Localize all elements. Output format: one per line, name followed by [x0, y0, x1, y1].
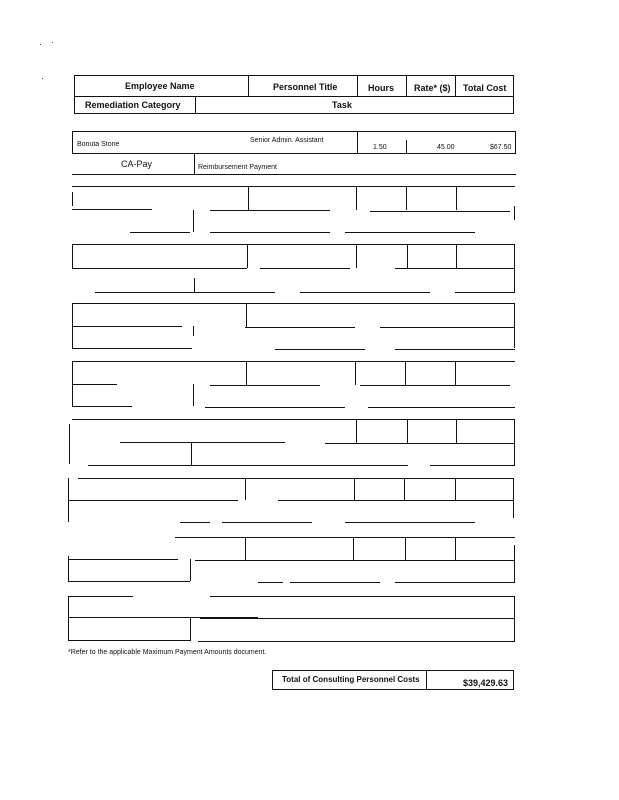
- personnel-title-cell: Senior Admin. Assistant: [250, 137, 324, 144]
- scan-speck: [52, 42, 53, 43]
- employee-name-cell: Bonuta Stone: [77, 141, 120, 148]
- personnel-title-header: Personnel Title: [273, 82, 338, 92]
- scan-speck: [42, 78, 43, 79]
- rate-cell: 45.00: [437, 144, 455, 151]
- totals-value: $39,429.63: [463, 678, 509, 688]
- totals-label: Total of Consulting Personnel Costs: [282, 675, 420, 684]
- total-cost-cell: $67.50: [490, 144, 512, 151]
- hours-header: Hours: [368, 83, 395, 93]
- scan-speck: [40, 44, 41, 45]
- task-cell: Reimbursement Payment: [198, 164, 277, 171]
- employee-name-header: Employee Name: [125, 81, 195, 91]
- remediation-category-header: Remediation Category: [85, 100, 181, 110]
- total-cost-header: Total Cost: [463, 83, 507, 93]
- rate-header: Rate* ($): [414, 83, 451, 93]
- hours-cell: 1.50: [373, 144, 387, 151]
- footnote: *Refer to the applicable Maximum Payment Amounts document.: [68, 649, 267, 656]
- remediation-category-cell: CA-Pay: [121, 159, 153, 169]
- task-header: Task: [332, 100, 352, 110]
